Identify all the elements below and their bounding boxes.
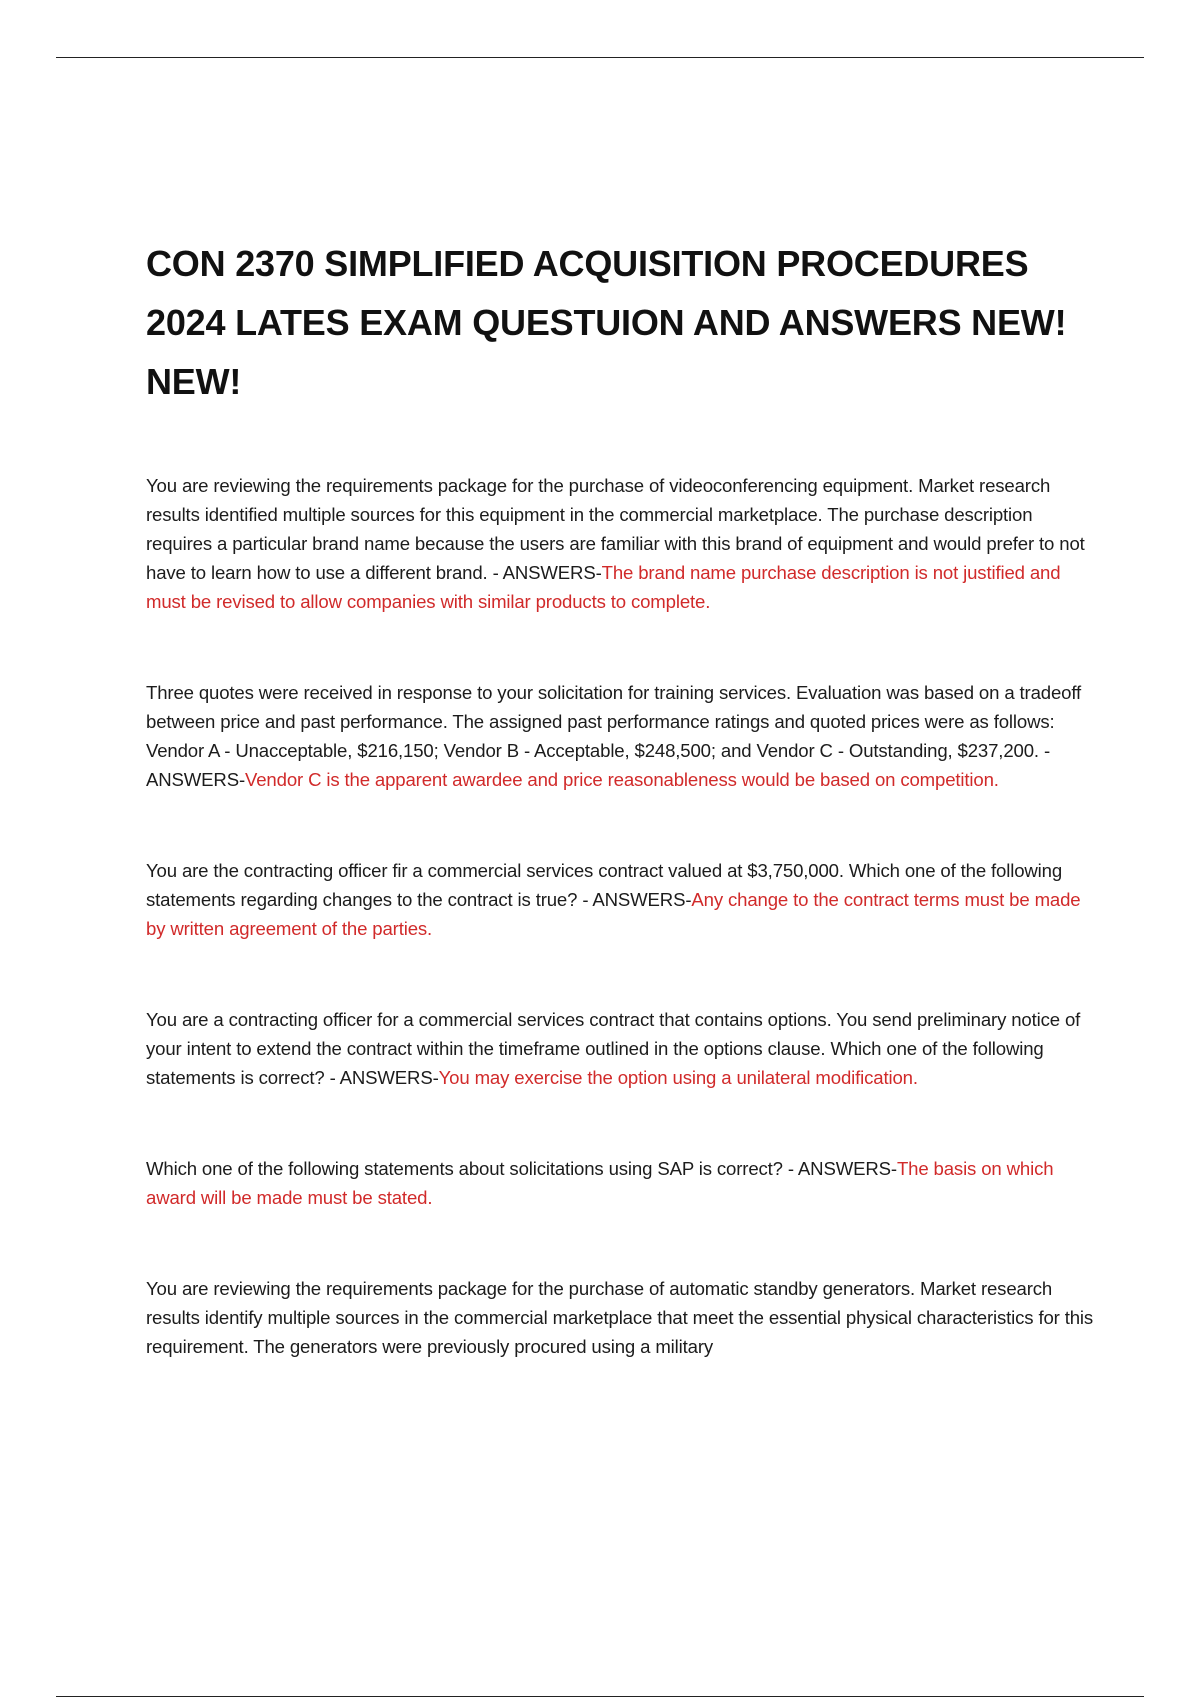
qa-item [146,678,1096,794]
answer-text: You may exercise the option using a unilateral modification. [438,1067,918,1088]
qa-list [146,471,1096,1361]
answer-text: Any change to the contract terms must be made by written agreement of the parties. [146,889,1081,939]
question-text: Three quotes were received in response to your solicitation for training services. Evaluation was based on a tradeoff between price and past performance. The assigned past performance ratings and quoted prices were as follows: Vendor A - Unacceptable, $216,150; Vendor B - Acceptable, $248,500; and Vendor C - Outstanding, $237,200. [146,682,1082,761]
qa-item [146,856,1096,943]
answer-marker: - ANSWERS- [324,1067,439,1088]
footer-rule [56,1696,1144,1697]
answer-marker: - ANSWERS- [577,889,692,910]
question-text: Which one of the following statements about solicitations using SAP is correct? [146,1158,783,1179]
question-text: You are a contracting officer for a commercial services contract that contains options. You send preliminary notice of your intent to extend the contract within the timeframe outlined in the options clause. Which one of the following statements is correct? [146,1009,1081,1088]
qa-item [146,471,1096,616]
question-text: You are reviewing the requirements package for the purchase of automatic standby generators. Market research results identify multiple sources in the commercial marketplace that meet the essential physical characteristics for this requirement. The generators were previously procured using a military [146,1278,1094,1357]
qa-item [146,1274,1096,1361]
question-text: You are the contracting officer fir a commercial services contract valued at $3,750,000. Which one of the following statements regarding changes to the contract is true? [146,860,1063,910]
answer-marker: - ANSWERS- [146,740,1050,790]
answer-text: Vendor C is the apparent awardee and price reasonableness would be based on competition. [245,769,999,790]
qa-item [146,1005,1096,1092]
answer-marker: - ANSWERS- [487,562,602,583]
qa-item [146,1154,1096,1212]
answer-text: The basis on which award will be made must be stated. [146,1158,1054,1208]
header-rule [56,57,1144,58]
answer-text: The brand name purchase description is not justified and must be revised to allow companies with similar products to complete. [146,562,1061,612]
document-body [146,234,1096,1423]
answer-marker: - ANSWERS- [782,1158,897,1179]
document-title: CON 2370 SIMPLIFIED ACQUISITION PROCEDURES 2024 LATES EXAM QUESTUION AND ANSWERS NEW! NEW! [146,243,1067,402]
question-text: You are reviewing the requirements package for the purchase of videoconferencing equipment. Market research results identified multiple sources for this equipment in the commercial marketplace. The purchase description requires a particular brand name because the users are familiar with this brand of equipment and would prefer to not have to learn how to use a different brand. [146,475,1085,583]
